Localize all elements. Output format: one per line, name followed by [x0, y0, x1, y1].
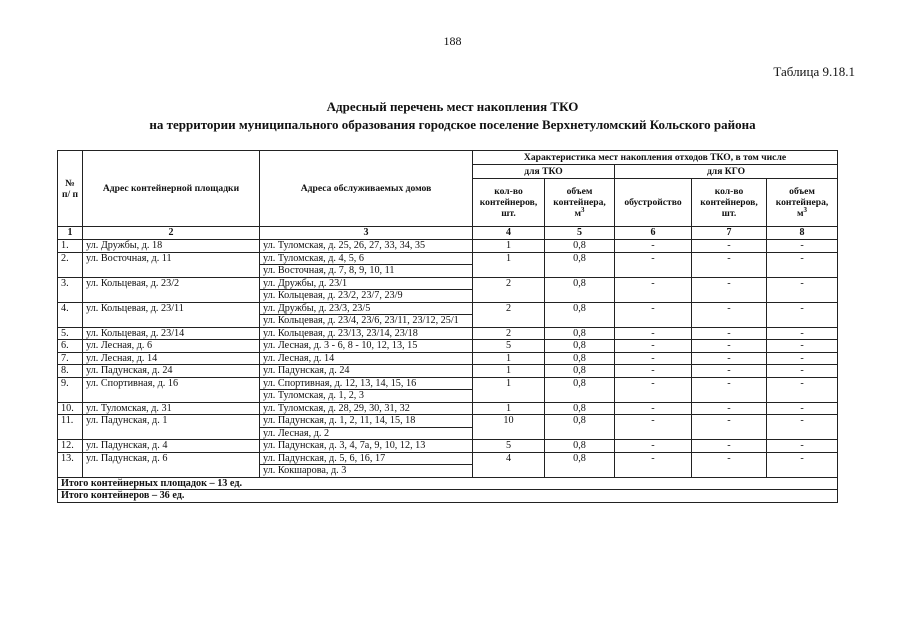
served-houses-cell — [260, 240, 473, 253]
tko-volume-cell: 0,8 — [545, 352, 615, 365]
served-house-line: ул. Кольцевая, д. 23/4, 23/6, 23/11, 23/12, 25/1 — [260, 314, 472, 327]
kgo-volume-cell: - — [767, 340, 838, 353]
header-site-address: Адрес контейнерной площадки — [83, 151, 260, 227]
row-number: 6. — [58, 340, 83, 353]
served-house-line: ул. Падунская, д. 24 — [263, 365, 350, 376]
title-line-2: на территории муниципального образования городское поселение Верхнетуломский Кольского района — [149, 117, 756, 132]
kgo-facility-cell: - — [615, 240, 692, 253]
tko-volume-cell: 0,8 — [545, 452, 615, 477]
column-number: 2 — [83, 227, 260, 240]
table-label: Таблица 9.18.1 — [773, 64, 855, 79]
served-house-line: ул. Туломская, д. 1, 2, 3 — [260, 389, 472, 402]
kgo-count-cell: - — [692, 415, 767, 440]
served-house-line: ул. Дружбы, д. 23/1 — [263, 277, 348, 289]
table-row — [58, 252, 838, 277]
column-number: 6 — [615, 227, 692, 240]
row-number: 5. — [58, 327, 83, 340]
served-house-line: ул. Лесная, д. 2 — [260, 427, 472, 440]
row-number: 13. — [58, 452, 83, 477]
table-row — [58, 340, 838, 353]
served-houses-cell — [260, 277, 473, 302]
header-tko-volume: объем контейнера, $м^3$ — [545, 179, 615, 227]
site-address-cell: ул. Кольцевая, д. 23/2 — [83, 277, 260, 302]
total-containers-row — [58, 490, 838, 503]
site-address-cell: ул. Падунская, д. 1 — [83, 415, 260, 440]
served-house-line: ул. Падунская, д. 5, 6, 16, 17 — [263, 452, 386, 464]
column-number: 1 — [58, 227, 83, 240]
served-houses-cell — [260, 440, 473, 453]
kgo-facility-cell: - — [615, 452, 692, 477]
kgo-facility-cell: - — [615, 302, 692, 327]
served-houses-cell — [260, 365, 473, 378]
kgo-volume-cell: - — [767, 377, 838, 402]
row-number: 1. — [58, 240, 83, 253]
column-number: 4 — [473, 227, 545, 240]
kgo-facility-cell: - — [615, 402, 692, 415]
header-num: № п/ п — [58, 151, 83, 227]
kgo-volume-cell: - — [767, 440, 838, 453]
kgo-volume-cell: - — [767, 252, 838, 277]
kgo-facility-cell: - — [615, 327, 692, 340]
kgo-facility-cell: - — [615, 340, 692, 353]
table-row — [58, 440, 838, 453]
kgo-facility-cell: - — [615, 277, 692, 302]
kgo-count-cell: - — [692, 252, 767, 277]
kgo-count-cell: - — [692, 402, 767, 415]
tko-count-cell: 10 — [473, 415, 545, 440]
header-kgo-facility: обустройство — [615, 179, 692, 227]
served-houses-cell — [260, 377, 473, 402]
total-sites-row — [58, 477, 838, 490]
column-number: 8 — [767, 227, 838, 240]
kgo-count-cell: - — [692, 340, 767, 353]
row-number: 4. — [58, 302, 83, 327]
served-houses-cell — [260, 415, 473, 440]
kgo-volume-cell: - — [767, 352, 838, 365]
kgo-facility-cell: - — [615, 377, 692, 402]
table-row — [58, 352, 838, 365]
kgo-count-cell: - — [692, 327, 767, 340]
tko-count-cell: 1 — [473, 402, 545, 415]
row-number: 11. — [58, 415, 83, 440]
tko-volume-cell: 0,8 — [545, 377, 615, 402]
row-number: 8. — [58, 365, 83, 378]
kgo-facility-cell: - — [615, 415, 692, 440]
served-houses-cell — [260, 402, 473, 415]
served-houses-cell — [260, 352, 473, 365]
served-house-line: ул. Кольцевая, д. 23/13, 23/14, 23/18 — [263, 327, 418, 339]
kgo-volume-cell: - — [767, 452, 838, 477]
site-address-cell: ул. Лесная, д. 14 — [83, 352, 260, 365]
kgo-count-cell: - — [692, 240, 767, 253]
row-number: 7. — [58, 352, 83, 365]
header-tko: для ТКО — [473, 165, 615, 179]
tko-volume-cell: 0,8 — [545, 277, 615, 302]
tko-volume-cell: 0,8 — [545, 302, 615, 327]
served-house-line: ул. Туломская, д. 25, 26, 27, 33, 34, 35 — [263, 240, 426, 251]
served-house-line: ул. Спортивная, д. 12, 13, 14, 15, 16 — [263, 377, 417, 389]
kgo-count-cell: - — [692, 377, 767, 402]
table-row — [58, 452, 838, 477]
tko-volume-cell: 0,8 — [545, 440, 615, 453]
served-houses-cell — [260, 327, 473, 340]
tko-volume-cell: 0,8 — [545, 365, 615, 378]
kgo-volume-cell: - — [767, 327, 838, 340]
table-row — [58, 302, 838, 327]
kgo-count-cell: - — [692, 440, 767, 453]
kgo-count-cell: - — [692, 302, 767, 327]
served-house-line: ул. Лесная, д. 14 — [263, 352, 335, 364]
site-address-cell: ул. Кольцевая, д. 23/14 — [83, 327, 260, 340]
table-row — [58, 365, 838, 378]
served-house-line: ул. Кокшарова, д. 3 — [260, 464, 472, 477]
header-served-houses: Адреса обслуживаемых домов — [260, 151, 473, 227]
kgo-facility-cell: - — [615, 352, 692, 365]
kgo-volume-cell: - — [767, 277, 838, 302]
tko-volume-cell: 0,8 — [545, 252, 615, 277]
header-tko-count: кол-во контейнеров, шт. — [473, 179, 545, 227]
table-row — [58, 415, 838, 440]
tko-volume-cell: 0,8 — [545, 415, 615, 440]
table-row — [58, 240, 838, 253]
site-address-cell: ул. Лесная, д. 6 — [83, 340, 260, 353]
row-number: 2. — [58, 252, 83, 277]
kgo-volume-cell: - — [767, 415, 838, 440]
row-number: 3. — [58, 277, 83, 302]
tko-count-cell: 2 — [473, 277, 545, 302]
column-number: 3 — [260, 227, 473, 240]
total-sites: Итого контейнерных площадок – 13 ед. — [58, 477, 838, 490]
kgo-count-cell: - — [692, 452, 767, 477]
site-address-cell: ул. Восточная, д. 11 — [83, 252, 260, 277]
tko-count-cell: 1 — [473, 352, 545, 365]
tko-count-cell: 2 — [473, 302, 545, 327]
tko-count-cell: 5 — [473, 340, 545, 353]
tko-volume-cell: 0,8 — [545, 340, 615, 353]
tko-count-cell: 1 — [473, 252, 545, 277]
site-address-cell: ул. Падунская, д. 24 — [83, 365, 260, 378]
row-number: 12. — [58, 440, 83, 453]
table-row — [58, 327, 838, 340]
site-address-cell: ул. Спортивная, д. 16 — [83, 377, 260, 402]
tko-volume-cell: 0,8 — [545, 402, 615, 415]
served-house-line: ул. Падунская, д. 3, 4, 7а, 9, 10, 12, 13 — [263, 440, 426, 451]
served-house-line: ул. Туломская, д. 4, 5, 6 — [263, 252, 364, 264]
tko-count-cell: 4 — [473, 452, 545, 477]
page-number: 188 — [443, 34, 462, 48]
tko-count-cell: 1 — [473, 377, 545, 402]
column-number: 7 — [692, 227, 767, 240]
served-houses-cell — [260, 302, 473, 327]
served-house-line: ул. Дружбы, д. 23/3, 23/5 — [263, 302, 371, 314]
site-address-cell: ул. Падунская, д. 4 — [83, 440, 260, 453]
tko-count-cell: 2 — [473, 327, 545, 340]
site-address-cell: ул. Кольцевая, д. 23/11 — [83, 302, 260, 327]
tko-count-cell: 5 — [473, 440, 545, 453]
served-houses-cell — [260, 452, 473, 477]
served-houses-cell — [260, 340, 473, 353]
kgo-volume-cell: - — [767, 365, 838, 378]
kgo-volume-cell: - — [767, 240, 838, 253]
kgo-volume-cell: - — [767, 302, 838, 327]
table-row — [58, 402, 838, 415]
tko-count-cell: 1 — [473, 240, 545, 253]
kgo-count-cell: - — [692, 277, 767, 302]
table-row — [58, 277, 838, 302]
site-address-cell: ул. Дружбы, д. 18 — [83, 240, 260, 253]
table-body — [58, 240, 838, 478]
served-house-line: ул. Лесная, д. 3 - 6, 8 - 10, 12, 13, 15 — [263, 340, 418, 351]
served-house-line: ул. Падунская, д. 1, 2, 11, 14, 15, 18 — [263, 415, 416, 426]
tko-count-cell: 1 — [473, 365, 545, 378]
document-title — [0, 98, 905, 134]
served-houses-cell — [260, 252, 473, 277]
kgo-count-cell: - — [692, 365, 767, 378]
header-kgo-count: кол-во контейнеров, шт. — [692, 179, 767, 227]
column-number: 5 — [545, 227, 615, 240]
row-number: 10. — [58, 402, 83, 415]
tko-volume-cell: 0,8 — [545, 327, 615, 340]
title-line-1: Адресный перечень мест накопления ТКО — [326, 99, 579, 114]
column-numbers-row — [58, 227, 838, 240]
table-row — [58, 377, 838, 402]
kgo-count-cell: - — [692, 352, 767, 365]
kgo-facility-cell: - — [615, 440, 692, 453]
container-sites-table — [57, 150, 838, 503]
served-house-line: ул. Восточная, д. 7, 8, 9, 10, 11 — [260, 264, 472, 277]
header-kgo: для КГО — [615, 165, 838, 179]
header-kgo-volume: объем контейнера, $м^3$ — [767, 179, 838, 227]
kgo-volume-cell: - — [767, 402, 838, 415]
total-containers: Итого контейнеров – 36 ед. — [58, 490, 838, 503]
site-address-cell: ул. Падунская, д. 6 — [83, 452, 260, 477]
row-number: 9. — [58, 377, 83, 402]
kgo-facility-cell: - — [615, 252, 692, 277]
site-address-cell: ул. Туломская, д. 31 — [83, 402, 260, 415]
kgo-facility-cell: - — [615, 365, 692, 378]
served-house-line: ул. Кольцевая, д. 23/2, 23/7, 23/9 — [260, 289, 472, 302]
tko-volume-cell: 0,8 — [545, 240, 615, 253]
served-house-line: ул. Туломская, д. 28, 29, 30, 31, 32 — [263, 402, 410, 414]
header-characteristics: Характеристика мест накопления отходов ТКО, в том числе — [473, 151, 838, 165]
